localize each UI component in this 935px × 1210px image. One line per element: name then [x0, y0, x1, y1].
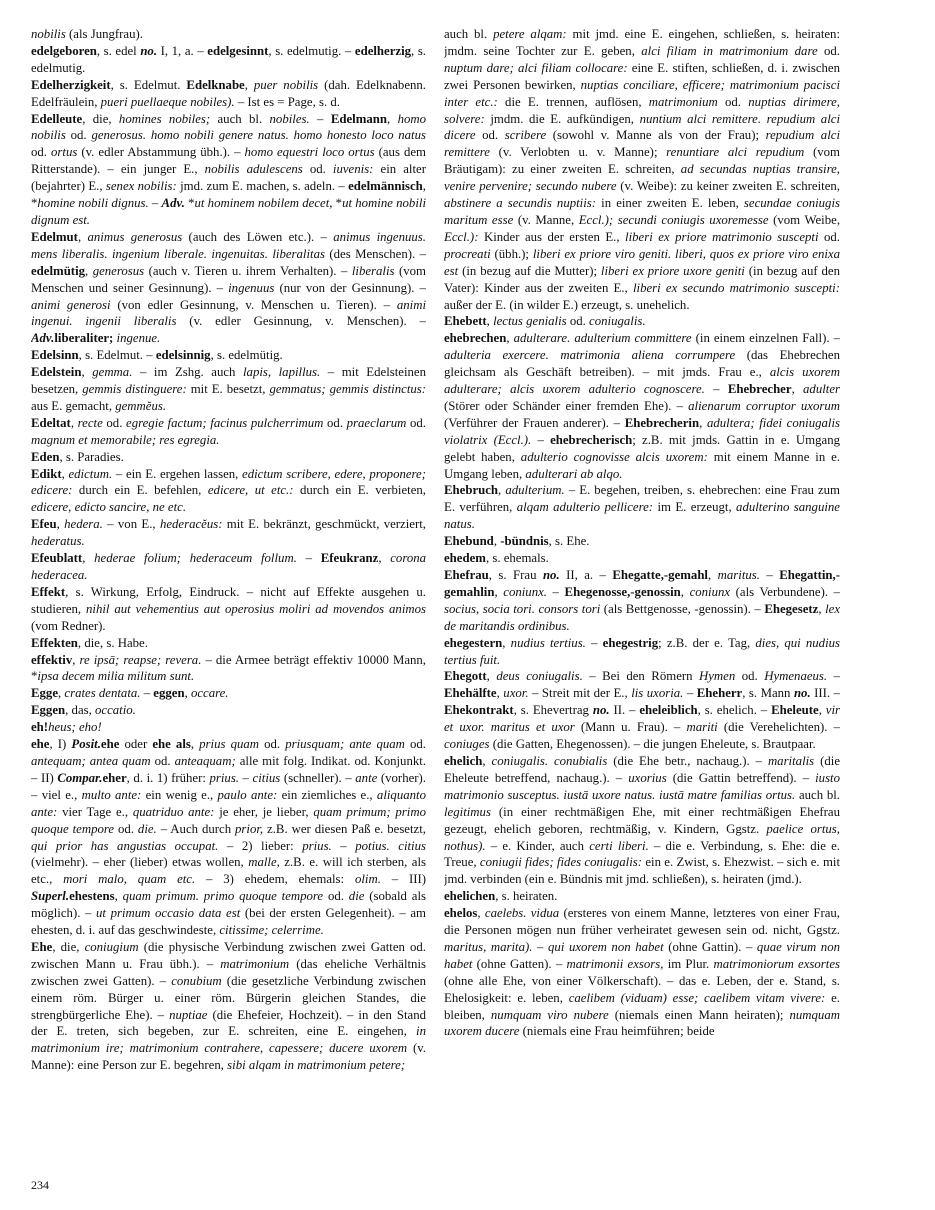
- dictionary-entry: Edikt, edictum. – ein E. ergehen lassen, edictum scribere, edere, proponere; edicere: durch ein E. befehlen, edicere, ut etc.: durch ein E. verbieten, edicere, edicto sancire, ne etc.: [31, 466, 426, 515]
- dictionary-entry: Egge, crates dentata. – eggen, occare.: [31, 686, 229, 701]
- dictionary-entry: effektiv, re ipsā; reapse; revera. – die Armee beträgt effektiv 10000 Mann, *ipsa decem milia militum sunt.: [31, 652, 426, 684]
- dictionary-entry: Efeu, hedera. – von E., hederacĕus: mit E. bekränzt, geschmückt, verziert, hederatus.: [31, 517, 426, 549]
- dictionary-entry: ehelichen, s. heiraten.: [444, 889, 558, 904]
- dictionary-entry: Ehebund, -bündnis, s. Ehe.: [444, 534, 590, 549]
- dictionary-entry: Ehe, die, coniugium (die physische Verbindung zwischen zwei Gatten od. zwischen Mann u. Frau übh.). – matrimonium (das eheliche Verhältnis zwischen zwei Gatten). – conubium (die gesetzliche Verbindung zwischen einem röm. Bürger u. einer röm. Bürgerin gleichen Standes, die strengbürgerliche Ehe). – nuptiae (die Ehefeier, Hochzeit). – in den Stand der E. treten, sich begeben, zur E. schreiten, eine E. eingehen, in matrimonium ire; matrimonium contrahere, capessere; ducere uxorem (v. Manne): eine Person zur E. begehren, sibi alqam in matrimonium petere;: [31, 939, 426, 1073]
- dictionary-entry: ehe, I) Posit.ehe oder ehe als, prius quam od. priusquam; ante quam od. antequam; antea quam od. anteaquam; alle mit folg. Indikat. od. Konjunkt. – II) Compar.eher, d. i. 1) früher: prius. – citius (schneller). – ante (vorher). – viel e., multo ante: ein wenig e., paulo ante: ein ziemliches e., aliquanto ante: vier Tage e., quatriduo ante: je eher, je lieber, quam primum; primo quoque tempore od. die. – Auch durch prior, z.B. wer diesen Paß e. besetzt, qui prior has angustias occupat. – 2) lieber: prius. – potius. citius (vielmehr). – eher (lieber) etwas wollen, malle, z.B. e. will ich sterben, als etc., mori malo, quam etc. – 3) ehedem, ehemals: olim. – III) Superl.ehestens, quam primum. primo quoque tempore od. die (sobald als möglich). – ut primum occasio data est (bei der ersten Gelegenheit). – am ehesten, d. i. auf das geschwindeste, citissime; celerrime.: [31, 737, 426, 938]
- dictionary-entry: Eggen, das, occatio.: [31, 703, 136, 718]
- dictionary-entry: Edelmut, animus generosus (auch des Löwen etc.). – animus ingenuus. mens liberalis. ingenium liberale. ingenuitas. liberalitas (des Menschen). – edelmütig, generosus (auch v. Tieren u. ihrem Verhalten). – liberalis (vom Menschen und seiner Gesinnung). – ingenuus (nur von der Gesinnung). – animi generosi (von edler Gesinnung, v. Menschen u. Tieren). – animi ingenui. ingenii liberalis (v. edler Gesinnung, v. Menschen). – Adv.liberaliter; ingenue.: [31, 229, 426, 346]
- dictionary-entry: Effekt, s. Wirkung, Erfolg, Eindruck. – nicht auf Effekte ausgehen u. studieren, nihil aut vehementius aut operosius moliri ad movendos animos (vom Redner).: [31, 584, 426, 633]
- dictionary-entry: Eden, s. Paradies.: [31, 449, 124, 464]
- right-column: [444, 26, 840, 1176]
- dictionary-entry: ehelos, caelebs. vidua (ersteres von einem Manne, letzteres von einer Frau, die Personen mögen nun früher verheiratet gewesen sein od. nicht, Ggstz. maritus, marita). – qui uxorem non habet (ohne Gattin). – quae virum non habet (ohne Gatten). – matrimonii exsors, im Plur. matrimoniorum exsortes (ohne alle Ehe, von einer Völkerschaft). – das e. Leben, der e. Stand, s. Ehelosigkeit: e. leben, caelibem (viduam) esse; caelibem vitam vivere: e. bleiben, numquam viro nubere (niemals einen Mann heiraten); numquam uxorem ducere (niemals eine Frau heimführen; beide: [444, 906, 840, 1039]
- dictionary-entry: Ehebruch, adulterium. – E. begehen, treiben, s. ehebrechen: eine Frau zum E. verführen, alqam adulterio pellicere: im E. erzeugt, adulterino sanguine natus.: [444, 483, 840, 532]
- dictionary-entry: Edeltat, recte od. egregie factum; facinus pulcherrimum od. praeclarum od. magnum et memorabile; res egregia.: [31, 415, 426, 447]
- dictionary-entry: ehebrechen, adulterare. adulterium committere (in einem einzelnen Fall). – adulteria exercere. matrimonia aliena corrumpere (das Ehebrechen gleichsam als Geschäft betreiben). – mit jmds. Frau e., alcis uxorem adulterare; alcis uxorem adulterio cognoscere. – Ehebrecher, adulter (Störer oder Schänder einer fremden Ehe). – alienarum corruptor uxorum (Verführer der Frauen anderer). – Ehebrecherin, adultera; fidei coniugalis violatrix (Eccl.). – ehebrecherisch; z.B. mit jmds. Gattin in e. Umgang gelebt haben, adulterio cognovisse alcis uxorem: mit einem Manne in e. Umgang leben, adulterari ab alqo.: [444, 331, 840, 481]
- dictionary-entry: nobilis (als Jungfrau).: [31, 27, 143, 41]
- dictionary-entry: Effekten, die, s. Habe.: [31, 635, 148, 650]
- left-column: [31, 26, 426, 1176]
- dictionary-entry: ehegestern, nudius tertius. – ehegestrig; z.B. der e. Tag, dies, qui nudius tertius fuit.: [444, 635, 840, 667]
- dictionary-entry: Edelstein, gemma. – im Zshg. auch lapis, lapillus. – mit Edelsteinen besetzen, gemmis distinguere: mit E. besetzt, gemmatus; gemmis distinctus: aus E. gemacht, gemmĕus.: [31, 365, 426, 413]
- dictionary-entry: Edelherzigkeit, s. Edelmut. Edelknabe, puer nobilis (dah. Edelknabenn. Edelfräulein, pueri puellaeque nobiles). – Ist es = Page, s. d.: [31, 77, 426, 109]
- dictionary-entry: Ehegott, deus coniugalis. – Bei den Römern Hymen od. Hymenaeus. – Ehehälfte, uxor. – Streit mit der E., lis uxoria. – Eheherr, s. Mann no. III. – Ehekontrakt, s. Ehevertrag no. II. – eheleiblich, s. ehelich. – Eheleute, vir et uxor. maritus et uxor (Mann u. Frau). – mariti (die Verehelichten). – coniuges (die Gatten, Ehegenossen). – die jungen Eheleute, s. Brautpaar.: [444, 669, 840, 752]
- dictionary-entry: ehedem, s. ehemals.: [444, 551, 549, 566]
- dictionary-entry: Edelleute, die, homines nobiles; auch bl. nobiles. – Edelmann, homo nobilis od. generosus. homo nobili genere natus. homo honesto loco natus od. ortus (v. edler Abstammung übh.). – homo equestri loco ortus (aus dem Ritterstande). – ein junger E., nobilis adulescens od. iuvenis: ein alter (bejahrter) E., senex nobilis: jmd. zum E. machen, s. adeln. – edelmännisch, *homine nobili dignus. – Adv. *ut hominem nobilem decet, *ut homine nobili dignum est.: [31, 111, 426, 227]
- dictionary-entry: ehelich, coniugalis. conubialis (die Ehe betr., nachaug.). – maritalis (die Eheleute betreffend, nachaug.). – uxorius (die Gattin betreffend). – iusto matrimonio susceptus. iustā uxore natus. iustā matre familias ortus. auch bl. legitimus (in einer rechtmäßigen Ehe, mit einer rechtmäßigen Ehefrau gezeugt, ehelich geboren, rechtmäßig, v. Kindern, Ggstz. paelice ortus, nothus). – e. Kinder, auch certi liberi. – die e. Verbindung, s. Ehe: die e. Treue, coniugii fides; fides coniugalis: ein e. Zwist, s. Ehezwist. – sich e. mit jmd. verbinden (ein e. Bündnis mit jmd. schließen), s. heiraten (jmd.).: [444, 753, 840, 887]
- dictionary-entry: eh!heus; eho!: [31, 720, 102, 735]
- dictionary-entry: Edelsinn, s. Edelmut. – edelsinnig, s. edelmütig.: [31, 348, 283, 363]
- dictionary-entry: Ehebett, lectus genialis od. coniugalis.: [444, 314, 646, 329]
- dictionary-entry: Ehefrau, s. Frau no. II, a. – Ehegatte,-gemahl, maritus. – Ehegattin,-gemahlin, coniunx. – Ehegenosse,-genossin, coniunx (als Verbundene). – socius, socia tori. consors tori (als Bettgenosse, -genossin). – Ehegesetz, lex de maritandis ordinibus.: [444, 568, 840, 633]
- dictionary-entry: Efeublatt, hederae folium; hederaceum follum. – Efeukranz, corona hederacea.: [31, 551, 426, 582]
- dictionary-entry: auch bl. petere alqam: mit jmd. eine E. eingehen, schließen, s. heiraten: jmdm. seine Tochter zur E. geben, alci filiam in matrimonium dare od. nuptum dare; alci filiam collocare: eine E. stiften, schließen, d. i. zwischen zwei Personen bewirken, nuptias conciliare, efficere; matrimonium pacisci inter etc.: die E. trennen, auflösen, matrimonium od. nuptias dirimere, solvere: jmdm. die E. aufkündigen, nuntium alci remittere. repudium alci dicere od. scribere (sowohl v. Manne als von der Frau); repudium alci remittere (v. Verlobten u. v. Manne); renuntiare alci repudium (vom Bräutigam): zu einer zweiten E. schreiten, ad secundas nuptias transire, venire pervenire; secundo nubere (v. Weibe): zu keiner zweiten E. schreiten, abstinere a secundis nuptiis: in einer zweiten E. leben, secundae coniugis maritum esse (v. Manne, Eccl.); secundi coniugis uxoremesse (vom Weibe, Eccl.): Kinder aus der ersten E., liberi ex priore matrimonio suscepti od. procreati (übh.); liberi ex priore viro geniti. liberi, quos ex priore viro enixa est (in bezug auf die Mutter); liberi ex priore uxore geniti (in bezug auf den Vater): Kinder aus der zweiten E., liberi ex secundo matrimonio suscepti: außer der E. (in wilder E.) erzeugt, s. unehelich.: [444, 27, 840, 312]
- page-number: 234: [31, 1178, 49, 1192]
- dictionary-entry: edelgeboren, s. edel no. I, 1, a. – edelgesinnt, s. edelmutig. – edelherzig, s. edelmutig.: [31, 43, 426, 75]
